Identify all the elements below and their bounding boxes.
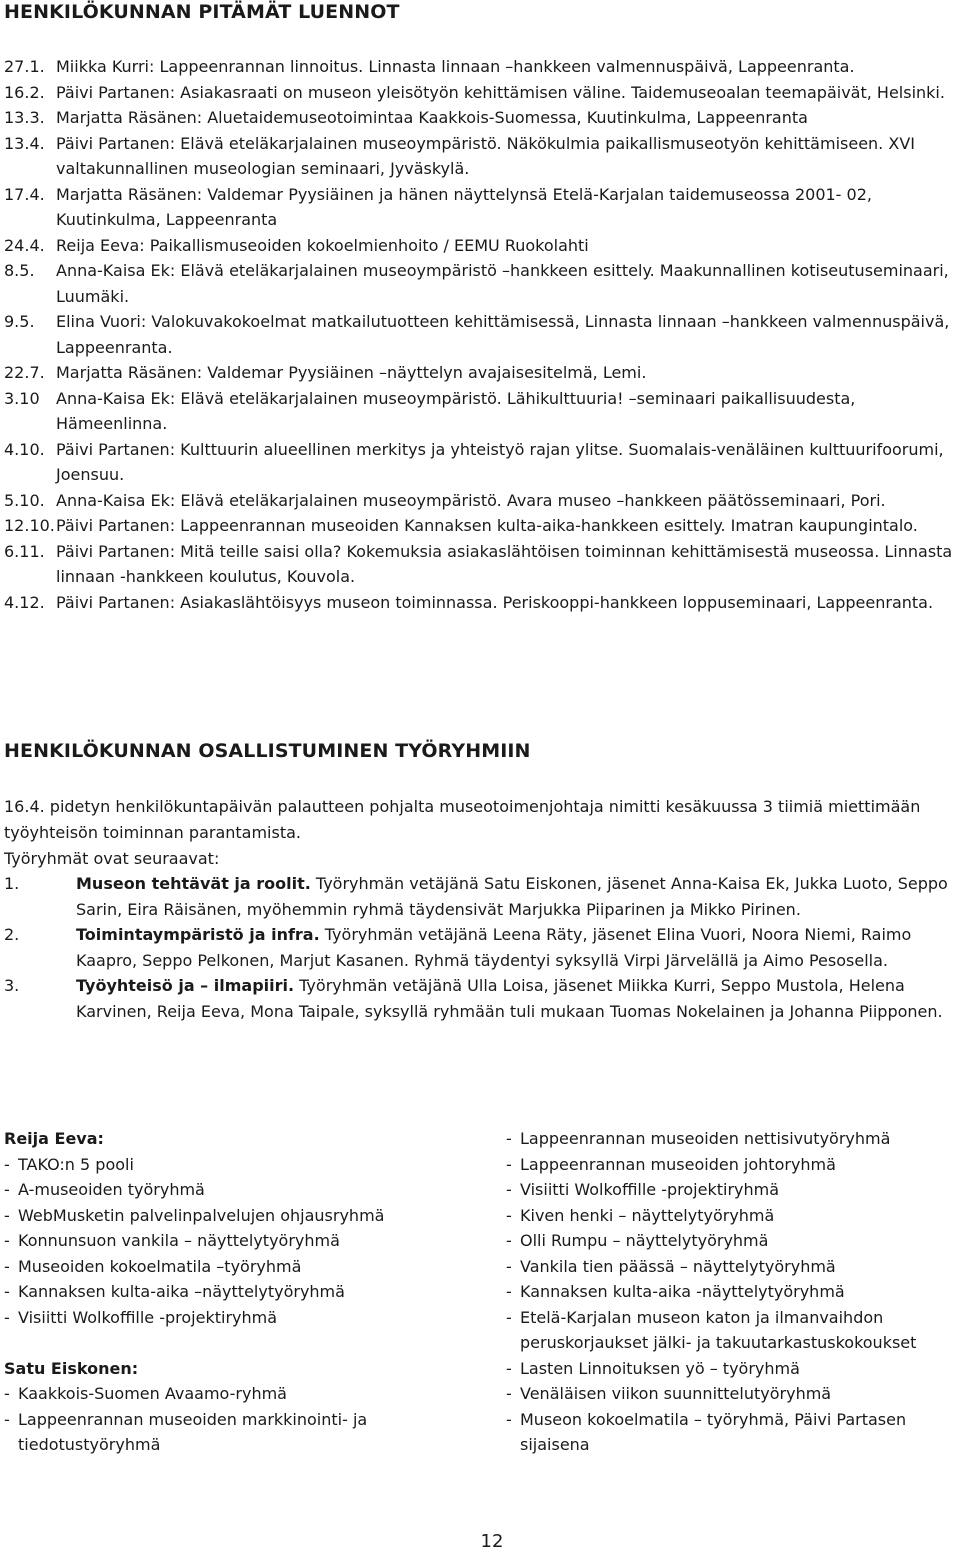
workgroup-title: Työyhteisö ja – ilmapiiri. [76, 976, 295, 995]
membership-item [506, 1305, 946, 1356]
membership-text: Lappeenrannan museoiden johtoryhmä [520, 1154, 836, 1174]
lecture-text: Päivi Partanen: Mitä teille saisi olla? Kokemuksia asiakaslähtöisen toiminnan kehittämisestä museossa. Linnasta linnaan -hankkeen koulutus, Kouvola. [56, 541, 953, 586]
membership-item [4, 1407, 444, 1458]
list-dash: - [506, 1154, 512, 1174]
membership-text: Venäläisen viikon suunnittelutyöryhmä [520, 1384, 832, 1403]
list-dash: - [506, 1231, 512, 1250]
list-dash: - [4, 1154, 10, 1174]
membership-item [4, 1254, 444, 1280]
lecture-item [4, 360, 954, 386]
lecture-text: Marjatta Räsänen: Valdemar Pyysiäinen –näyttelyn avajaisesitelmä, Lemi. [56, 363, 647, 382]
list-dash: - [4, 1384, 10, 1403]
lecture-item [4, 233, 954, 259]
membership-item [506, 1381, 946, 1407]
workgroup-number: 2. [4, 925, 20, 944]
lecture-item [4, 590, 954, 616]
membership-item [4, 1381, 444, 1407]
membership-item [506, 1177, 946, 1203]
membership-text: Visiitti Wolkoffille -projektiryhmä [520, 1180, 780, 1199]
lecture-date: 4.10. [4, 439, 45, 459]
membership-item [4, 1177, 444, 1203]
lecture-text: Reija Eeva: Paikallismuseoiden kokoelmienhoito / EEMU Ruokolahti [56, 235, 589, 255]
memberships-left-column [4, 1126, 444, 1458]
workgroup-text [76, 871, 949, 922]
lecture-date: 13.3. [4, 108, 45, 127]
lecture-item [4, 54, 954, 80]
lecture-text: Marjatta Räsänen: Aluetaidemuseotoimintaa Kaakkois-Suomessa, Kuutinkulma, Lappeenranta [56, 108, 808, 127]
lecture-text: Päivi Partanen: Asiakaslähtöisyys museon toiminnassa. Periskooppi-hankkeen loppuseminaari, Lappeenranta. [56, 592, 934, 612]
membership-item [506, 1356, 946, 1382]
membership-text: Kannaksen kulta-aika -näyttelytyöryhmä [520, 1282, 845, 1301]
lecture-item [4, 386, 954, 437]
lecture-text: Anna-Kaisa Ek: Elävä eteläkarjalainen museoympäristö. Avara museo –hankkeen päätösseminaari, Pori. [56, 490, 886, 510]
membership-item [506, 1407, 946, 1458]
workgroup-number: 1. [4, 874, 20, 893]
membership-text: Visiitti Wolkoffille -projektiryhmä [18, 1307, 278, 1327]
list-dash: - [4, 1231, 10, 1250]
membership-text: Lappeenrannan museoiden nettisivutyöryhmä [520, 1129, 891, 1148]
list-dash: - [506, 1180, 512, 1199]
workgroup-text [76, 922, 949, 973]
list-dash: - [506, 1358, 512, 1378]
lecture-text: Anna-Kaisa Ek: Elävä eteläkarjalainen museoympäristö –hankkeen esittely. Maakunnallinen kotiseutuseminaari, Luumäki. [56, 261, 949, 306]
workgroup-description: Työryhmän vetäjänä Leena Räty, jäsenet Elina Vuori, Noora Niemi, Raimo Kaapro, Seppo Pelkonen, Marjut Kasanen. Ryhmä täydentyi syksyllä Virpi Järvelällä ja Aimo Pesosella. [76, 925, 912, 970]
lecture-date: 3.10 [4, 388, 40, 408]
list-dash: - [506, 1282, 512, 1301]
lecture-text: Päivi Partanen: Asiakasraati on museon yleisötyön kehittämisen väline. Taidemuseoalan teemapäivät, Helsinki. [56, 82, 945, 102]
section-heading-workgroups: HENKILÖKUNNAN OSALLISTUMINEN TYÖRYHMIIN [4, 740, 531, 762]
membership-item [4, 1279, 444, 1305]
workgroups-list-intro: Työryhmät ovat seuraavat: [4, 849, 220, 868]
lecture-item [4, 80, 954, 106]
lecture-date: 12.10. [4, 516, 55, 535]
lecture-date: 4.12. [4, 592, 45, 612]
membership-text: Konnunsuon vankila – näyttelytyöryhmä [18, 1231, 340, 1250]
lecture-item [4, 309, 954, 360]
person-name: Satu Eiskonen: [4, 1358, 139, 1378]
workgroup-text [76, 973, 949, 1024]
list-dash: - [506, 1129, 512, 1148]
membership-item [4, 1152, 444, 1178]
lecture-date: 5.10. [4, 490, 45, 510]
membership-item [506, 1254, 946, 1280]
lecture-text: Elina Vuori: Valokuvakokoelmat matkailutuotteen kehittämisessä, Linnasta linnaan –hankkeen valmennuspäivä, Lappeenranta. [56, 312, 950, 357]
membership-text: WebMusketin palvelinpalvelujen ohjausryhmä [18, 1205, 385, 1225]
lecture-text: Miikka Kurri: Lappeenrannan linnoitus. Linnasta linnaan –hankkeen valmennuspäivä, Lappeenranta. [56, 57, 855, 76]
membership-item [4, 1228, 444, 1254]
lecture-date: 27.1. [4, 57, 45, 76]
page-number: 12 [480, 1531, 504, 1552]
list-dash: - [4, 1205, 10, 1225]
lecture-item [4, 182, 954, 233]
workgroup-item [4, 871, 949, 922]
membership-text: Olli Rumpu – näyttelytyöryhmä [520, 1231, 769, 1250]
workgroup-description: Työryhmän vetäjänä Ulla Loisa, jäsenet Miikka Kurri, Seppo Mustola, Helena Karvinen, Reija Eeva, Mona Taipale, syksyllä ryhmään tuli mukaan Tuomas Nokelainen ja Johanna Piipponen. [76, 976, 943, 1021]
membership-text: Kannaksen kulta-aika –näyttelytyöryhmä [18, 1282, 345, 1301]
membership-item [506, 1228, 946, 1254]
person-block [4, 1356, 444, 1458]
lecture-item [4, 539, 954, 590]
list-dash: - [4, 1409, 10, 1429]
list-dash: - [506, 1307, 512, 1327]
membership-text: TAKO:n 5 pooli [18, 1154, 134, 1174]
workgroup-number: 3. [4, 976, 20, 995]
lecture-item [4, 513, 954, 539]
list-dash: - [506, 1384, 512, 1403]
list-dash: - [4, 1180, 10, 1199]
lecture-item [4, 437, 954, 488]
section-heading-lectures: HENKILÖKUNNAN PITÄMÄT LUENNOT [4, 1, 400, 23]
lecture-date: 13.4. [4, 133, 45, 153]
memberships-right-column [506, 1126, 946, 1458]
lecture-list [4, 54, 954, 615]
membership-text: Vankila tien päässä – näyttelytyöryhmä [520, 1256, 836, 1276]
lecture-item [4, 258, 954, 309]
lecture-text: Päivi Partanen: Elävä eteläkarjalainen museoympäristö. Näkökulmia paikallismuseotyön kehittämiseen. XVI valtakunnallinen museologian seminaari, Jyväskylä. [56, 133, 915, 178]
membership-item [4, 1203, 444, 1229]
membership-text: Lappeenrannan museoiden markkinointi- ja tiedotustyöryhmä [18, 1409, 368, 1454]
list-dash: - [506, 1205, 512, 1225]
list-dash: - [4, 1256, 10, 1276]
membership-text: Kaakkois-Suomen Avaamo-ryhmä [18, 1384, 287, 1403]
workgroup-description: Työryhmän vetäjänä Satu Eiskonen, jäsenet Anna-Kaisa Ek, Jukka Luoto, Seppo Sarin, Eira Räisänen, myöhemmin ryhmä täydensivät Marjukka Piiparinen ja Mikko Pirinen. [76, 874, 948, 919]
membership-text: Kiven henki – näyttelytyöryhmä [520, 1205, 775, 1225]
workgroup-list [4, 871, 949, 1024]
lecture-item [4, 105, 954, 131]
list-dash: - [506, 1256, 512, 1276]
lecture-item [4, 488, 954, 514]
lecture-text: Marjatta Räsänen: Valdemar Pyysiäinen ja hänen näyttelynsä Etelä-Karjalan taidemuseossa 2001- 02, Kuutinkulma, Lappeenranta [56, 184, 872, 229]
membership-text: Museon kokoelmatila – työryhmä, Päivi Partasen sijaisena [520, 1409, 907, 1454]
membership-text: A-museoiden työryhmä [18, 1180, 205, 1199]
membership-text: Lasten Linnoituksen yö – työryhmä [520, 1358, 800, 1378]
person-name: Reija Eeva: [4, 1129, 104, 1148]
list-dash: - [4, 1307, 10, 1327]
lecture-date: 17.4. [4, 184, 45, 204]
workgroups-intro: 16.4. pidetyn henkilökuntapäivän palautteen pohjalta museotoimenjohtaja nimitti kesäkuussa 3 tiimiä miettimään työyhteisön toiminnan parantamista. [4, 797, 921, 842]
membership-text: Museoiden kokoelmatila –työryhmä [18, 1256, 302, 1276]
lecture-text: Anna-Kaisa Ek: Elävä eteläkarjalainen museoympäristö. Lähikulttuuria! –seminaari paikallisuudesta, Hämeenlinna. [56, 388, 856, 433]
lecture-text: Päivi Partanen: Lappeenrannan museoiden Kannaksen kulta-aika-hankkeen esittely. Imatran kaupungintalo. [56, 516, 918, 535]
lecture-date: 22.7. [4, 363, 45, 382]
list-dash: - [4, 1282, 10, 1301]
list-dash: - [506, 1409, 512, 1429]
lecture-date: 6.11. [4, 541, 45, 561]
lecture-date: 16.2. [4, 82, 45, 102]
membership-item [506, 1279, 946, 1305]
membership-item [506, 1152, 946, 1178]
membership-item [506, 1203, 946, 1229]
workgroup-item [4, 922, 949, 973]
workgroup-title: Museon tehtävät ja roolit. [76, 874, 311, 893]
lecture-item [4, 131, 954, 182]
lecture-date: 9.5. [4, 312, 35, 331]
lecture-text: Päivi Partanen: Kulttuurin alueellinen merkitys ja yhteistyö rajan ylitse. Suomalais-venäläinen kulttuurifoorumi, Joensuu. [56, 439, 944, 484]
lecture-date: 24.4. [4, 235, 45, 255]
membership-item [506, 1126, 946, 1152]
lecture-date: 8.5. [4, 261, 35, 280]
membership-text: Etelä-Karjalan museon katon ja ilmanvaihdon peruskorjaukset jälki- ja takuutarkastuskokoukset [520, 1307, 917, 1352]
workgroup-title: Toimintaympäristö ja infra. [76, 925, 320, 944]
membership-item [4, 1305, 444, 1331]
workgroup-item [4, 973, 949, 1024]
person-block [4, 1126, 444, 1330]
